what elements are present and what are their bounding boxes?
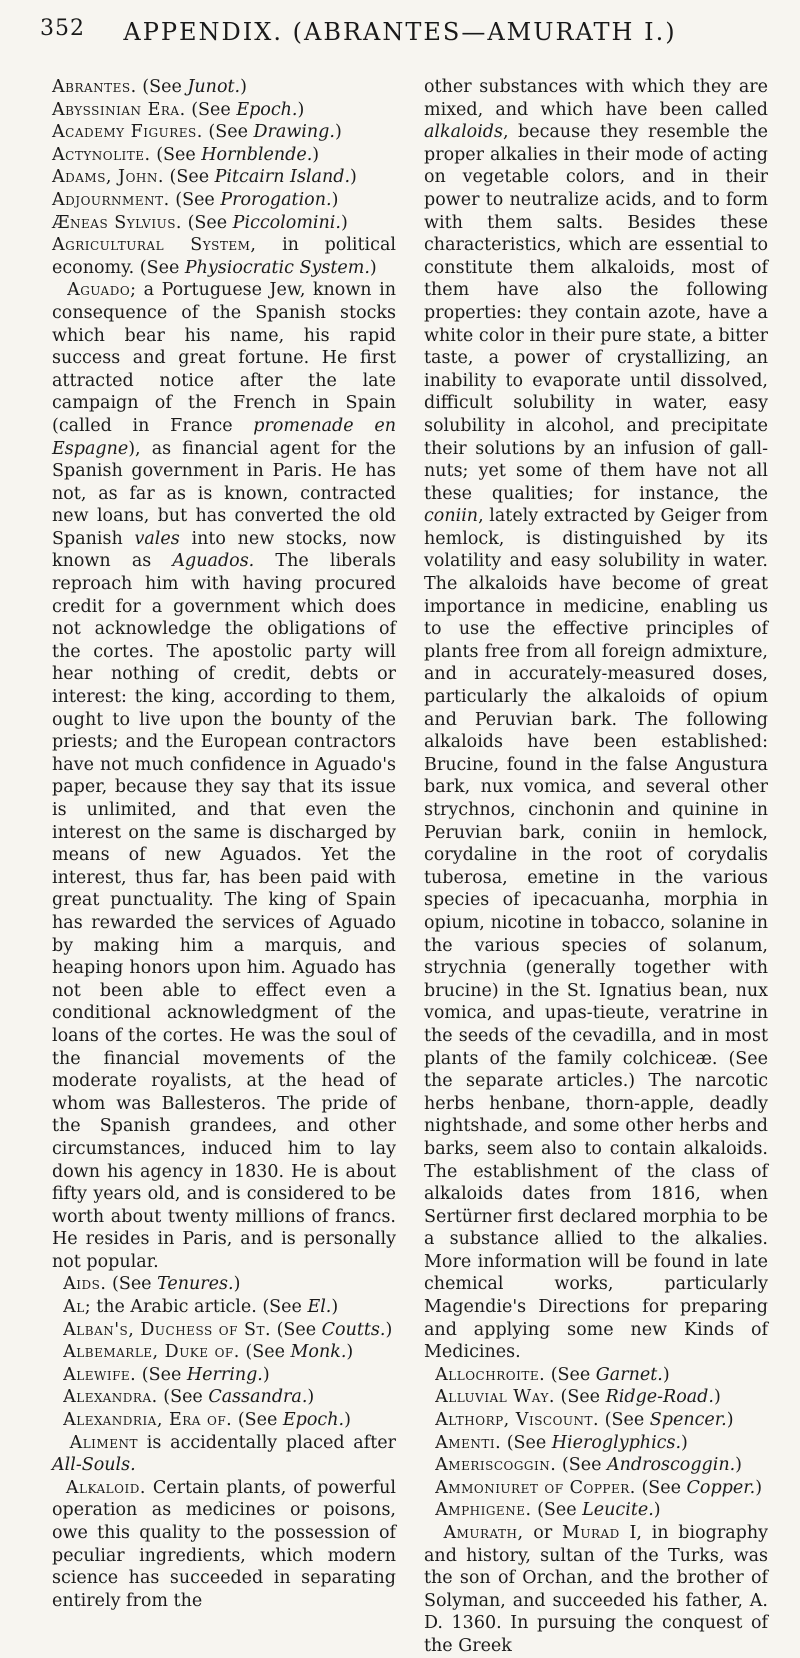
entry-aliment: Aliment is accidentally placed after All-Souls. (52, 1432, 396, 1476)
entry-amenti: Amenti. (See Hieroglyphics.) (435, 1432, 688, 1453)
entry-ameriscoggin: Ameriscoggin. (See Androscoggin.) (435, 1455, 742, 1476)
entry-alkaloid-continued: other substances with which they are mixed, and which have been called alkaloids, because they resemble the proper alkalies in their mode of acting on vegetable colors, and in their power to neutralize acids, and to form with them salts. Besides these characteristics, which are essential to constitute them alkaloids, most of them have also the following properties: they contain azote, have a white color in their pure state, a bitter taste, a power of crystallizing, an inability to evaporate until dissolved, difficult solubility in water, easy solubility in alcohol, and precipitate their solutions by an infusion of gall-nuts; yet some of them have not all these qualities; for instance, the coniin, lately extracted by Geiger from hemlock, is distinguished by its volatility and easy solubility in water. The alkaloids have become of great importance in medicine, enabling us to use the effective principles of plants free from all foreign admixture, and in accurately-measured doses, particularly the alkaloids of opium and Peruvian bark. The following alkaloids have been established: Brucine, found in the false Angustura bark, nux vomica, and several other strychnos, cinchonin and quinine in Peruvian bark, coniin in hemlock, corydaline in the root of corydalis tuberosa, emetine in the various species of ipecacuanha, morphia in opium, nicotine in tobacco, solanine in the various species of solanum, strychnia (generally together with brucine) in the St. Ignatius bean, nux vomica, and upas-tieute, veratrine in the seeds of the cevadilla, and in most plants of the family colchiceæ. (See the separate articles.) The narcotic herbs henbane, thorn-apple, deadly nightshade, and some other herbs and barks, seem also to contain alkaloids. The establishment of the class of alkaloids dates from 1816, when Sertürner first declared morphia to be a substance allied to the alkalies. More information will be found in late chemical works, particularly Magendie's Directions for preparing and applying some new Kinds of Medicines. (424, 77, 768, 1363)
entry-amurath: Amurath, or Murad I, in biography and history, sultan of the Turks, was the son of Orchan, and the brother of Solyman, and succeeded his father, A. D. 1360. In pursuing the conquest of the Greek (424, 1523, 768, 1656)
entry-adjournment: Adjournment. (See Prorogation.) (52, 189, 339, 210)
entry-alkaloid: Alkaloid. Certain plants, of powerful operation as medicines or poisons, owe this quality to the possession of peculiar ingredients, which modern science has succeeded in separating entirely from the (52, 1477, 396, 1611)
entry-academy-figures: Academy Figures. (See Drawing.) (52, 122, 342, 143)
running-head: APPENDIX. (ABRANTES—AMURATH I.) (123, 18, 677, 46)
entry-aids: Aids. (See Tenures.) (63, 1274, 241, 1295)
entry-amphigene: Amphigene. (See Leucite.) (435, 1500, 661, 1521)
entry-alexandria-era: Alexandria, Era of. (See Epoch.) (63, 1410, 351, 1431)
page-number: 352 (40, 16, 85, 41)
entry-abrantes: Abrantes. (See Junot.) (52, 77, 247, 97)
entry-allochroite: Allochroite. (See Garnet.) (435, 1364, 670, 1385)
page-header (40, 16, 760, 56)
entry-althorp: Althorp, Viscount. (See Spencer.) (435, 1410, 734, 1431)
entry-aguado: Aguado; a Portuguese Jew, known in consequence of the Spanish stocks which bear his name, his rapid success and great fortune. He first attracted notice after the late campaign of the French in Spain (called in France promenade en Espagne), as financial agent for the Spanish government in Paris. He has not, as far as is known, contracted new loans, but has converted the old Spanish vales into new stocks, now known as Aguados. The liberals reproach him with having procured credit for a government which does not acknowledge the obligations of the cortes. The apostolic party will hear nothing of credit, debts or interest: the king, according to them, ought to live upon the bounty of the priests; and the European contractors have not much confidence in Aguado's paper, because they say that its issue is unlimited, and that even the interest on the same is discharged by means of new Aguados. Yet the interest, thus far, has been paid with great punctuality. The king of Spain has rewarded the services of Aguado by making him a marquis, and heaping honors upon him. Aguado has not been able to effect even a conditional acknowledgment of the loans of the cortes. He was the soul of the financial movements of the moderate royalists, at the head of whom was Ballesteros. The pride of the Spanish grandees, and other circumstances, induced him to lay down his agency in 1830. He is about fifty years old, and is considered to be worth about twenty millions of francs. He resides in Paris, and is personally not popular. (52, 280, 397, 1272)
entry-al: Al; the Arabic article. (See El.) (63, 1297, 339, 1318)
entry-aeneas-sylvius: Æneas Sylvius. (See Piccolomini.) (52, 212, 348, 233)
left-column (52, 76, 397, 1611)
entry-adams-john: Adams, John. (See Pitcairn Island.) (52, 167, 357, 188)
entry-ammoniuret-of-copper: Ammoniuret of Copper. (See Copper.) (435, 1477, 763, 1498)
entry-agricultural-system: Agricultural System, in political economy. (See Physiocratic System.) (52, 235, 396, 278)
entry-abyssinian-era: Abyssinian Era. (See Epoch.) (52, 99, 305, 120)
entry-actynolite: Actynolite. (See Hornblende.) (52, 144, 320, 165)
entry-alewife: Alewife. (See Herring.) (63, 1364, 270, 1385)
entry-albans-duchess: Alban's, Duchess of St. (See Coutts.) (63, 1319, 393, 1340)
entry-alluvial-way: Alluvial Way. (See Ridge-Road.) (435, 1387, 721, 1408)
entry-albemarle: Albemarle, Duke of. (See Monk.) (63, 1342, 354, 1363)
right-column (424, 76, 768, 1656)
text-columns (52, 76, 768, 1656)
entry-alexandra: Alexandra. (See Cassandra.) (63, 1387, 315, 1408)
